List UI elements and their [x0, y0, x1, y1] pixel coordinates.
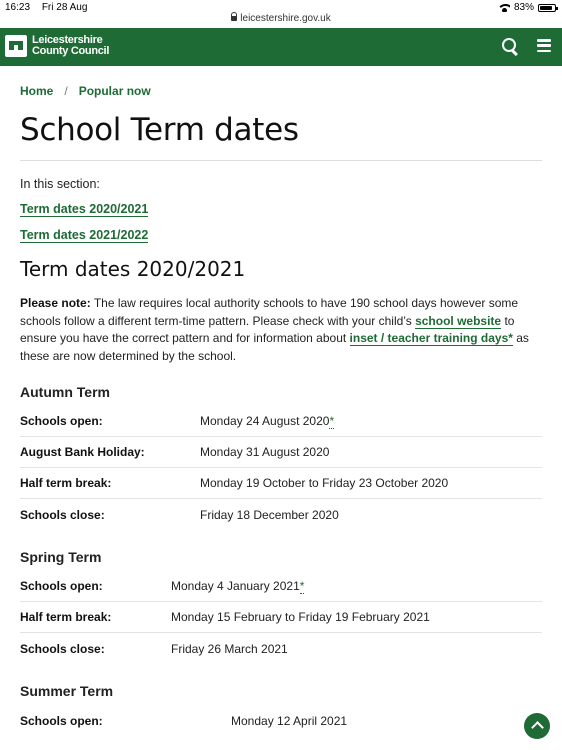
table-row: [20, 571, 542, 602]
breadcrumb-popular-now[interactable]: Popular now: [78, 84, 151, 98]
site-header: [0, 28, 562, 66]
inset-days-link[interactable]: inset / teacher training days*: [349, 331, 513, 345]
logo-icon: [5, 35, 27, 57]
logo-line-2: County Council: [32, 45, 110, 57]
term-dates-heading: Term dates 2020/2021: [20, 257, 246, 281]
row-label: Half term break:: [20, 610, 112, 624]
status-right: [499, 2, 556, 13]
row-value: Monday 12 April 2021: [231, 713, 348, 728]
asterisk-link[interactable]: *: [329, 414, 335, 428]
autumn-term-table: [20, 406, 542, 530]
note-text-2: to ensure you have the correct pattern and for information about: [20, 313, 515, 345]
row-value: Monday 15 February to Friday 19 February 2021: [171, 610, 430, 624]
table-row: [20, 437, 542, 468]
note-label: Please note:: [20, 296, 91, 310]
battery-icon: [538, 4, 556, 12]
table-row: [20, 499, 542, 530]
asterisk-link[interactable]: *: [299, 579, 305, 593]
in-section-label: In this section:: [20, 177, 100, 191]
breadcrumb-home[interactable]: Home: [20, 84, 54, 98]
row-label: August Bank Holiday:: [20, 445, 145, 459]
row-value-text: Monday 4 January 2021: [171, 579, 300, 593]
status-time: 16:23: [5, 2, 31, 13]
summer-term-table: [20, 705, 542, 736]
summer-term-heading: Summer Term: [20, 683, 114, 699]
menu-icon[interactable]: [537, 39, 551, 52]
address-bar-url: leicestershire.gov.uk: [240, 13, 331, 24]
please-note-paragraph: [20, 295, 542, 365]
lock-icon: [231, 16, 237, 21]
table-row: [20, 602, 542, 633]
school-website-link[interactable]: school website: [415, 313, 502, 328]
site-logo[interactable]: [5, 35, 109, 57]
note-text-3: as these are now determined by the school.: [20, 331, 529, 363]
row-value: Friday 26 March 2021: [171, 641, 288, 656]
table-row: [20, 406, 542, 437]
row-value: [171, 579, 304, 593]
status-left: [5, 2, 96, 13]
breadcrumb-separator: /: [64, 84, 68, 98]
autumn-term-heading: Autumn Term: [20, 384, 110, 400]
status-date: Fri 28 Aug: [41, 2, 88, 13]
row-value-text: Monday 24 August 2020: [200, 414, 330, 428]
title-divider: [20, 160, 542, 161]
link-term-dates-2021-2022[interactable]: Term dates 2021/2022: [20, 228, 149, 242]
table-row: [20, 633, 542, 664]
table-row: [20, 468, 542, 499]
section-links: [20, 191, 542, 243]
battery-percent: 83%: [513, 2, 534, 13]
row-label: Schools close:: [20, 641, 105, 656]
logo-text: [32, 35, 109, 57]
status-bar: [0, 0, 562, 28]
wifi-icon: [499, 4, 510, 12]
back-to-top-button[interactable]: [524, 713, 550, 739]
row-value: Monday 19 October to Friday 23 October 2020: [200, 476, 449, 490]
link-term-dates-2020-2021[interactable]: Term dates 2020/2021: [20, 202, 149, 216]
row-value: [200, 414, 334, 428]
main-content: [0, 84, 562, 736]
row-label: Schools open:: [20, 579, 103, 593]
note-text-1: The law requires local authority schools to have 190 school days however some schools follow a different term-time pattern. Please check with your child’s: [20, 296, 519, 328]
spring-term-heading: Spring Term: [20, 549, 102, 565]
row-label: Schools close:: [20, 507, 105, 522]
row-value: Friday 18 December 2020: [200, 507, 339, 522]
breadcrumb: [20, 84, 542, 98]
address-bar[interactable]: [0, 13, 562, 24]
logo-line-1: Leicestershire: [32, 34, 103, 46]
row-label: Schools open:: [20, 414, 103, 428]
row-label: Half term break:: [20, 476, 112, 490]
row-label: Schools open:: [20, 713, 103, 728]
table-row: [20, 705, 542, 736]
page-title: School Term dates: [20, 112, 299, 148]
battery-fill: [540, 6, 552, 10]
row-value: Monday 31 August 2020: [200, 445, 330, 459]
search-icon[interactable]: [502, 38, 520, 56]
spring-term-table: [20, 571, 542, 664]
